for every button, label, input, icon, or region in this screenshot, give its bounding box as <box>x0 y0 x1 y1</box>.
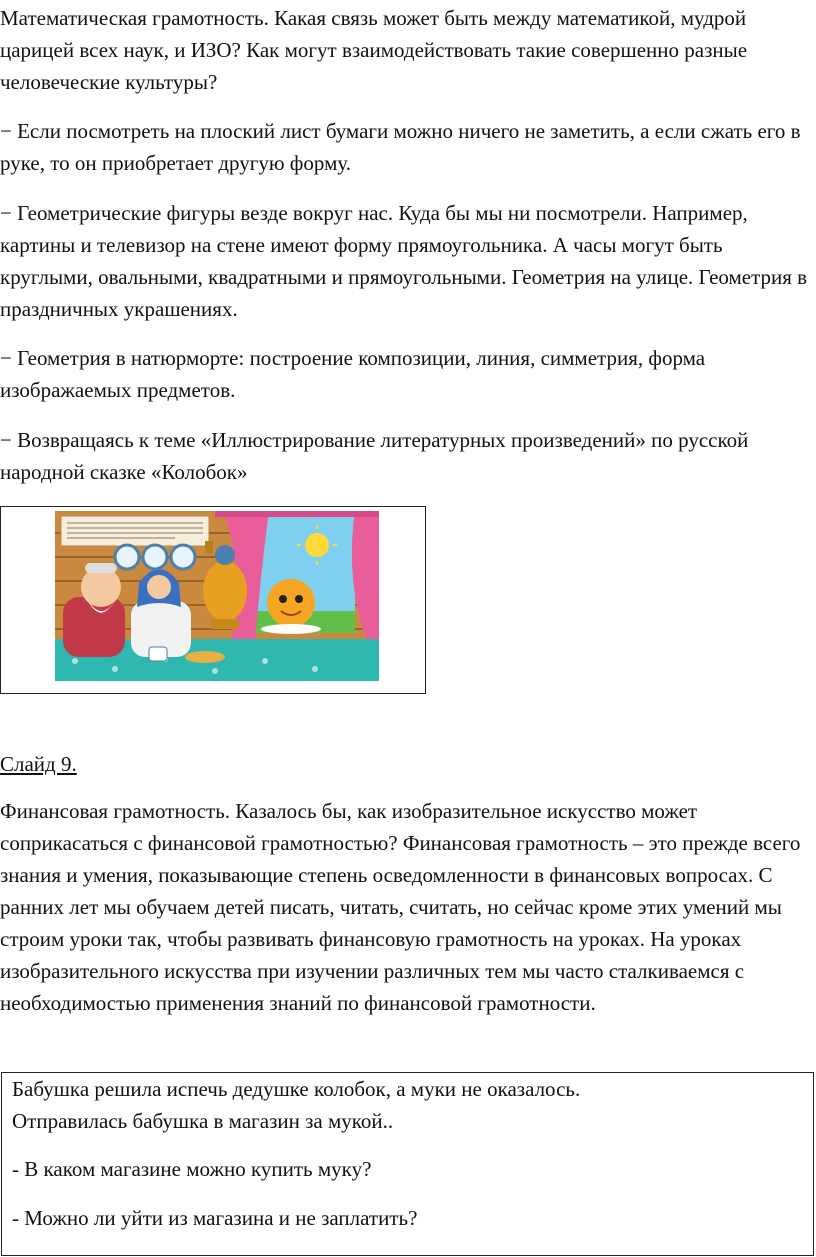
illustration-frame <box>0 506 426 694</box>
paragraph-kolobok-theme: − Возвращаясь к теме «Иллюстрирование литературных произведений» по русской народной сказке «Колобок» <box>0 428 749 484</box>
box-line-grandma-went: Отправилась бабушка в магазин за мукой.. <box>12 1109 394 1133</box>
paragraph-geometric-shapes: − Геометрические фигуры везде вокруг нас. Куда бы мы ни посмотрели. Например, картины и телевизор на стене имеют форму прямоугольника. А часы могут быть круглыми, овальными, квадратными и прямоугольными. Геометрия на улице. Геометрия в праздничных украшениях. <box>0 201 808 321</box>
paragraph-still-life: − Геометрия в натюрморте: построение композиции, линия, симметрия, форма изображаемых предметов. <box>0 346 706 402</box>
box-question-pay: - Можно ли уйти из магазина и не заплатить? <box>12 1206 418 1230</box>
story-question-box <box>1 1072 814 1256</box>
paragraph-math-literacy: Математическая грамотность. Какая связь может быть между математикой, мудрой царицей всех наук, и ИЗО? Как могут взаимодействовать такие совершенно разные человеческие культуры? <box>0 6 748 94</box>
paragraph-paper-sheet: − Если посмотреть на плоский лист бумаги можно ничего не заметить, а если сжать его в руке, то он приобретает другую форму. <box>0 119 801 175</box>
slide-9-title: Слайд 9. <box>0 752 77 776</box>
kolobok-illustration-image <box>55 511 379 681</box>
box-line-grandma-decided: Бабушка решила испечь дедушке колобок, а муки не оказалось. <box>12 1077 581 1101</box>
box-question-shop: - В каком магазине можно купить муку? <box>12 1157 372 1181</box>
paragraph-financial-literacy: Финансовая грамотность. Казалось бы, как изобразительное искусство может соприкасаться с финансовой грамотностью? Финансовая грамотность – это прежде всего знания и умения, показывающие степень осведомленности в финансовых вопросах. С ранних лет мы обучаем детей писать, читать, считать, но сейчас кроме этих умений мы строим уроки так, чтобы развивать финансовую грамотность на уроках. На уроках изобразительного искусства при изучении различных тем мы часто сталкиваемся с необходимостью применения знаний по финансовой грамотности. <box>0 799 801 1015</box>
